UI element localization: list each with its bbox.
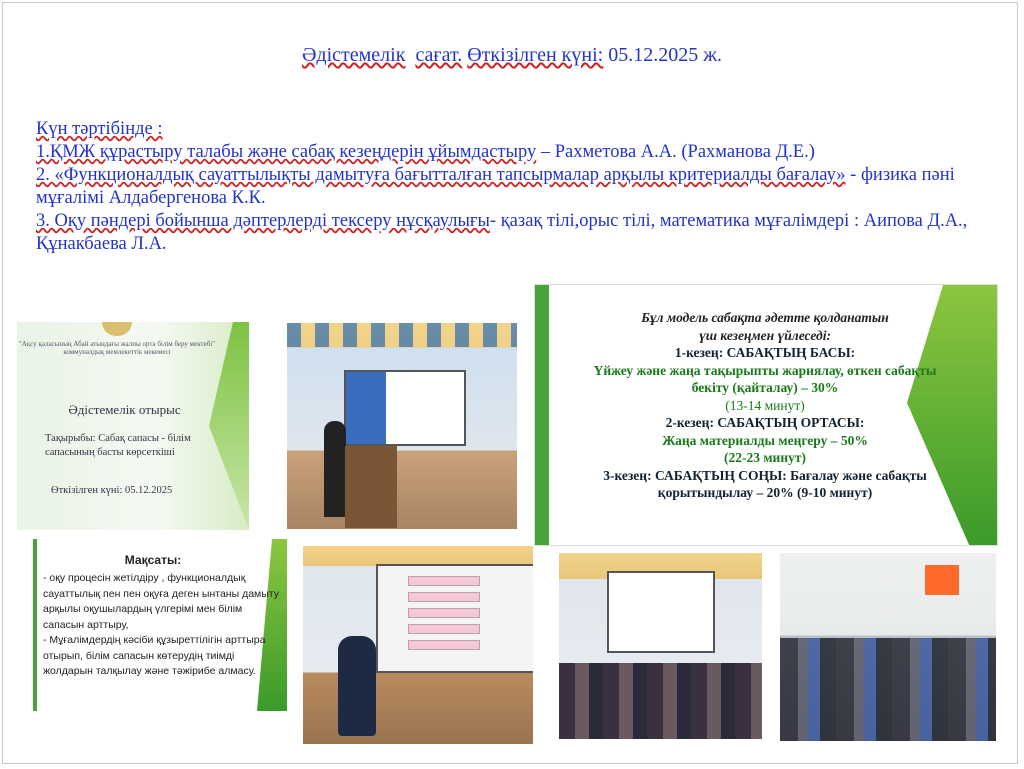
projector-screen [607, 571, 715, 653]
stage2-title: 2-кезең: САБАҚТЫҢ ОРТАСЫ: [665, 415, 865, 430]
audience [780, 638, 996, 741]
screen-row [408, 608, 480, 618]
photo-presenter-screen [303, 546, 533, 744]
stage2-time: (22-23 минут) [724, 450, 806, 465]
screen-row [408, 640, 480, 650]
agenda-item-2-presenter: - физика пәні мұғалімі Алдабергенова К.К. [36, 165, 955, 208]
agenda-item-3-title: 3. Оқу пәндері бойынша дәптерлерді тексеру нұсқаулығы [36, 211, 490, 231]
agenda [36, 118, 996, 256]
slide4-heading: Мақсаты: [124, 553, 182, 567]
agenda-item-1-presenter: – Рахметова А.А. (Рахманова Д.Е.) [536, 142, 815, 162]
stage3-title: 3-кезең: САБАҚТЫҢ СОҢЫ: Бағалау және сабақты қорытындылау – 20% (9-10 минут) [603, 467, 927, 500]
screen-row [408, 576, 480, 586]
agenda-item-3-presenter: - қазақ тілі,орыс тілі, математика мұғалімдері : Аипова Д.А., Құнакбаева Л.А. [36, 211, 968, 254]
slide-goals [33, 539, 287, 711]
slide4-body [43, 571, 281, 680]
stage2-text: Жаңа материалды меңгеру – 50% [662, 432, 868, 448]
stage1-time: (13-14 минут) [725, 397, 805, 413]
photo-audience-hall [780, 553, 996, 741]
agenda-item-2 [36, 164, 996, 210]
agenda-item-3 [36, 210, 996, 256]
projector-screen [344, 370, 466, 446]
slide3-text [575, 309, 955, 502]
slide3-intro-2: үш кезеңмен үйлеседі: [699, 327, 831, 343]
slide1-topic: Тақырыбы: Сабақ сапасы - білім сапасының басты көрсеткіші [45, 433, 191, 458]
slide1-date: Өткізілген күні: 05.12.2025 [51, 485, 173, 496]
title-word-2: сағат. [415, 44, 463, 66]
stage1-text: Үйжеу және жаңа тақырыпты жариялау, өткен сабақты бекіту (қайталау) – 30% [593, 362, 937, 395]
title-word-1: Әдістемелік [301, 44, 406, 66]
title-word-3: Өткізілген күні: [467, 44, 604, 66]
school-logo-icon [102, 322, 132, 336]
slide-lesson-stages [534, 284, 998, 546]
agenda-item-1 [36, 141, 996, 164]
ornament-border [287, 323, 517, 347]
agenda-item-1-title: 1.ҚМЖ құрастыру талабы және сабақ кезеңдерін ұйымдастыру [36, 142, 537, 162]
page-title [0, 44, 1024, 67]
slide3-intro-1: Бұл модель сабақта әдетте қолданатын [641, 310, 889, 325]
slide1-organization: "Ақсу қаласының Абай атындағы жалпы орта білім беру мектебі" коммуналдық мемлекеттік мекемесі [18, 340, 216, 356]
podium [345, 446, 397, 528]
slide4-goal-1: - оқу процесін жетілдіру , функционалдық сауаттылық пен пен оқуға деген ынтаны дамыту арқылы оқушылардың үлгерімі мен білім сапасын арттыру, [43, 572, 279, 631]
green-left-bar [535, 285, 549, 546]
audience [559, 663, 762, 739]
photo-speaker-podium [287, 323, 517, 529]
slide-meeting-title [17, 322, 249, 530]
agenda-heading: Күн тәртібінде : [36, 119, 163, 139]
projector-screen [376, 564, 533, 673]
screen-image [346, 372, 386, 444]
speaker-figure [324, 421, 346, 517]
orange-window [925, 565, 959, 595]
screen-row [408, 624, 480, 634]
presenter-figure [338, 636, 376, 736]
slide4-goal-2: - Мұғалімдердің кәсіби құзыреттілігін арттыра отырып, білім сапасын көтерудің тиімді жолдарын талқылау және тәжірибе алмасу. [43, 634, 266, 677]
slide1-heading: Әдістемелік отырыс [68, 402, 181, 417]
title-date: 05.12.2025 ж. [608, 44, 723, 66]
screen-row [408, 592, 480, 602]
agenda-item-2-title: 2. «Функционалдық сауаттылықты дамытуға бағытталған тапсырмалар арқылы критериалды бағалау» [36, 165, 846, 185]
photo-audience-screen [559, 553, 762, 739]
stage1-title: 1-кезең: САБАҚТЫҢ БАСЫ: [674, 345, 856, 360]
